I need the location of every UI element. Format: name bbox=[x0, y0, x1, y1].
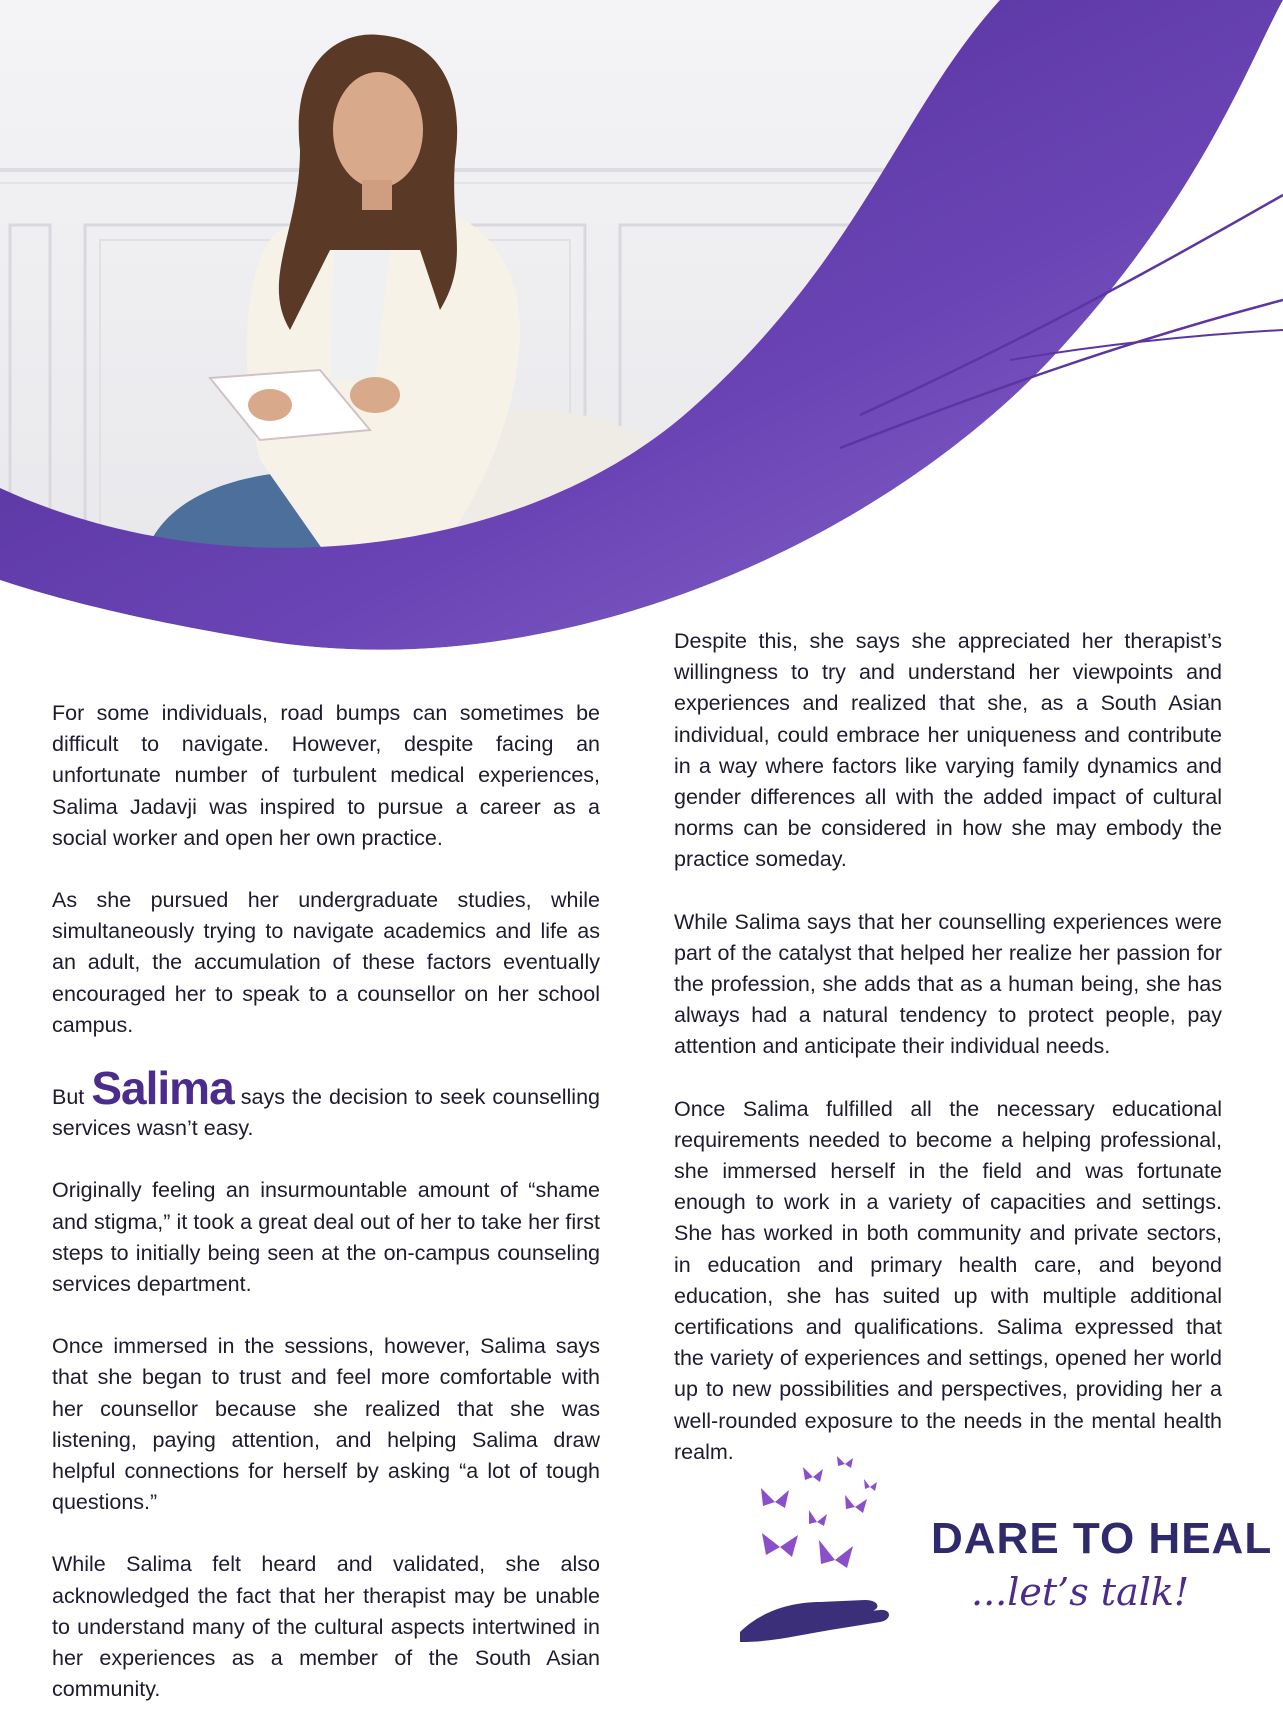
paragraph: While Salima felt heard and validated, she also acknowledged the fact that her therapist may be unable to understand many of the cultural aspects intertwined in her experiences as a member of the South Asian community. bbox=[52, 1552, 600, 1702]
logo-tagline: ...let’s talk! bbox=[971, 1570, 1190, 1614]
paragraph-rest: says the decision to seek counselling services wasn’t easy. bbox=[52, 1085, 600, 1141]
paragraph: While Salima says that her counselling experiences were part of the catalyst that helped her realize her passion for the profession, she adds that as a human being, she has always had a natural tendency to protect people, pay attention and anticipate their individual needs. bbox=[674, 909, 1222, 1059]
lead-word: But bbox=[52, 1085, 85, 1110]
paragraph: As she pursued her undergraduate studies, while simultaneously trying to navigate academics and life as an adult, the accumulation of these factors eventually encouraged her to speak to a counsellor on her school campus. bbox=[52, 888, 600, 1037]
butterfly-hand-icon bbox=[735, 1442, 935, 1642]
paragraph: Once immersed in the sessions, however, Salima says that she began to trust and feel more comfortable with her counsellor because she realized that she was listening, paying attention, and helping Salima draw helpful connections for herself by asking “a lot of tough questions.” bbox=[52, 1334, 600, 1515]
article-left-column bbox=[52, 698, 600, 1736]
paragraph: Originally feeling an insurmountable amount of “shame and stigma,” it took a great deal out of her to take her first steps to initially being seen at the on-campus counseling services department. bbox=[52, 1178, 600, 1297]
dare-to-heal-logo bbox=[735, 1442, 1273, 1642]
article-right-column bbox=[674, 626, 1222, 1499]
logo-title: DARE TO HEAL bbox=[931, 1514, 1273, 1563]
highlighted-name: Salima bbox=[91, 1062, 234, 1115]
paragraph-highlight bbox=[52, 1062, 600, 1144]
paragraph: Once Salima fulfilled all the necessary educational requirements needed to become a helping professional, she immersed herself in the field and was fortunate enough to work in a variety of capacities and settings. She has worked in both community and private sectors, in education and primary health care, and beyond education, she has suited up with multiple additional certifications and qualifications. Salima expressed that the variety of experiences and settings, opened her world up to new possibilities and perspectives, providing her a well-rounded exposure to the needs in the mental health realm. bbox=[674, 1096, 1222, 1464]
paragraph: For some individuals, road bumps can sometimes be difficult to navigate. However, despite facing an unfortunate number of turbulent medical experiences, Salima Jadavji was inspired to pursue a career as a social worker and open her own practice. bbox=[52, 701, 600, 850]
paragraph: Despite this, she says she appreciated her therapist’s willingness to try and understand her viewpoints and experiences and realized that she, as a South Asian individual, could embrace her uniqueness and contribute in a way where factors like varying family dynamics and gender differences all with the added impact of cultural norms can be considered in how she may embody the practice someday. bbox=[674, 629, 1222, 872]
hero-banner bbox=[0, 0, 1283, 690]
hero-graphic bbox=[0, 0, 1283, 690]
